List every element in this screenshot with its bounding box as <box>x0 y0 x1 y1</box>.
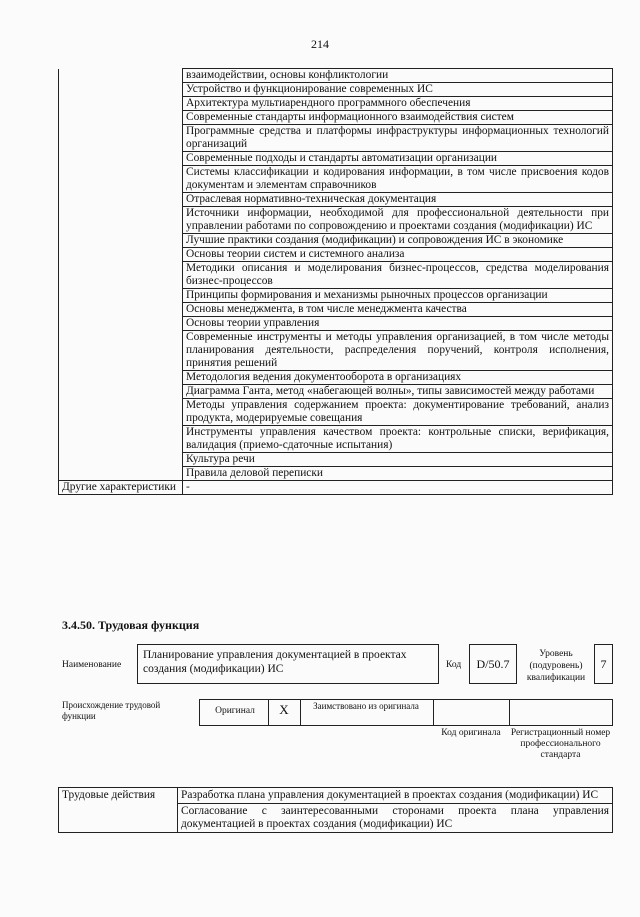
knowledge-item: Инструменты управления качеством проекта: контрольные списки, верификация, валидация (приемо-сдаточные испытания) <box>183 426 613 453</box>
knowledge-item: Правила деловой переписки <box>183 467 613 481</box>
knowledge-item: Основы теории систем и системного анализа <box>183 248 613 262</box>
function-name: Планирование управления документацией в проектах создания (модификации) ИС <box>143 649 407 675</box>
actions-table <box>58 787 613 833</box>
knowledge-label-cell <box>59 69 183 481</box>
knowledge-item: Методы управления содержанием проекта: документирование требований, анализ продукта, модерируемые совещания <box>183 399 613 426</box>
knowledge-item: Современные стандарты информационного взаимодействия систем <box>183 111 613 125</box>
code-box <box>469 644 517 684</box>
knowledge-item: Культура речи <box>183 453 613 467</box>
code-label: Код <box>446 660 462 670</box>
section-title: 3.4.50. Трудовая функция <box>62 618 200 632</box>
knowledge-item: Основы менеджмента, в том числе менеджмента качества <box>183 303 613 317</box>
knowledge-item: Программные средства и платформы инфраструктуры информационных технологий организаций <box>183 125 613 152</box>
page-number: 214 <box>311 37 329 51</box>
knowledge-table <box>58 68 613 495</box>
knowledge-item: Диаграмма Ганта, метод «набегающей волны», типы зависимостей между работами <box>183 385 613 399</box>
knowledge-item: Архитектура мультиарендного программного обеспечения <box>183 97 613 111</box>
original-label: Оригинал <box>215 706 255 716</box>
action-item: Согласование с заинтересованными сторонами проекта плана управления документацией в проектах создания (модификации) ИС <box>178 804 613 833</box>
knowledge-item: Лучшие практики создания (модификации) и сопровождения ИС в экономике <box>183 234 613 248</box>
knowledge-item: Современные инструменты и методы управления организацией, в том числе методы планирования деятельности, распределения поручений, контроля исполнения, принятия решений <box>183 331 613 371</box>
knowledge-item: Современные подходы и стандарты автоматизации организации <box>183 152 613 166</box>
level-value: 7 <box>600 657 607 671</box>
action-item: Разработка плана управления документацией в проектах создания (модификации) ИС <box>178 788 613 804</box>
other-value: - <box>183 481 613 495</box>
code-original-caption: Код оригинала <box>441 728 501 738</box>
knowledge-item: Устройство и функционирование современных ИС <box>183 83 613 97</box>
knowledge-item: Методики описания и моделирования бизнес-процессов, средства моделирования бизнес-процессов <box>183 262 613 289</box>
knowledge-item: Методология ведения документооборота в организациях <box>183 371 613 385</box>
knowledge-item: Основы теории управления <box>183 317 613 331</box>
knowledge-item: взаимодействии, основы конфликтологии <box>183 69 613 83</box>
other-label: Другие характеристики <box>59 481 183 495</box>
origin-label: Происхождение трудовой функции <box>62 700 161 721</box>
actions-label: Трудовые действия <box>59 788 178 833</box>
borrowed-label: Заимствовано из оригинала <box>313 701 419 711</box>
original-mark: X <box>279 702 289 717</box>
knowledge-item: Источники информации, необходимой для профессиональной деятельности при управлении работами по сопровождению и проектами создания (модификации) ИС <box>183 207 613 234</box>
reg-number-caption: Регистрационный номер профессионального стандарта <box>510 728 611 760</box>
knowledge-item: Системы классификации и кодирования информации, в том числе присвоения кодов документам и элементам справочников <box>183 166 613 193</box>
name-label: Наименование <box>62 660 122 670</box>
code-value: D/50.7 <box>476 657 510 671</box>
function-name-box <box>137 644 439 684</box>
knowledge-item: Отраслевая нормативно-техническая документация <box>183 193 613 207</box>
level-label: Уровень (подуровень) квалификации <box>526 649 586 683</box>
knowledge-item: Принципы формирования и механизмы рыночных процессов организации <box>183 289 613 303</box>
level-box <box>594 644 613 684</box>
